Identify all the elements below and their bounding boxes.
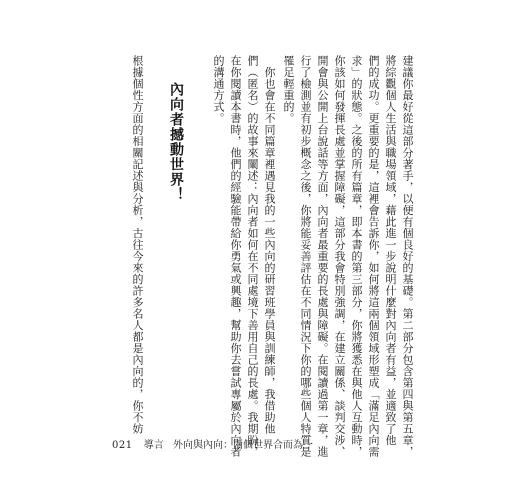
text-column: 建議你最好從這部分著手，以便有個良好的基礎。第二部分包含第四與第五章， — [401, 55, 414, 458]
text-column: 根據個性方面的相關記述與分析，古往今來的許多名人都是內向的，你不妨 — [131, 55, 144, 435]
text-column: 你該如何發揮長處並掌握障礙，這部分我會特別強調，在建立關係、談判交涉、 — [333, 55, 346, 458]
text-column: 開會與公開上台說話等方面，內向者最重要的長處與障礙。在閱讀過第一章，進 — [316, 55, 329, 458]
text-column: 罹足輕重的。 — [282, 55, 295, 124]
text-column: 將綜觀個人生活與職場領域，藉此進一步說明什麼對內向者有益，並適致了他 — [384, 55, 397, 446]
text-column: 們的成功。更重要的是，這裡會告訴你，如何將這兩個領域形塑成「滿足內向需 — [367, 55, 380, 458]
text-column: 行了檢測並有初步概念之後，你將能妥善評估在不同情況下你的哪些個人特質是 — [299, 55, 312, 458]
page-footer — [112, 436, 313, 451]
text-column: 你也會在不同篇章裡遇見我的一些內向的研習班學員與訓練師，我借助他 — [263, 55, 276, 435]
text-column: 的溝通方式。 — [212, 55, 225, 124]
footer-section: 導言 — [143, 440, 164, 451]
text-column: 求」的狀態。之後的所有篇章，即本書的第三部分，你將獲悉在與他人互動時， — [350, 55, 363, 458]
footer-title: 外向與內向：兩個世界合而為一 — [172, 440, 313, 451]
text-column: 在你閱讀本書時，他們的經驗能帶給你勇氣或興趣，幫助你去嘗試專屬於內向者 — [229, 55, 242, 458]
section-heading: 內向者撼動世界！ — [168, 82, 184, 202]
page-number: 021 — [112, 440, 133, 451]
text-column: 們（匿名）的故事來闡述：內向者如何在不同處境下善用自己的長處。我期盼， — [246, 55, 259, 458]
